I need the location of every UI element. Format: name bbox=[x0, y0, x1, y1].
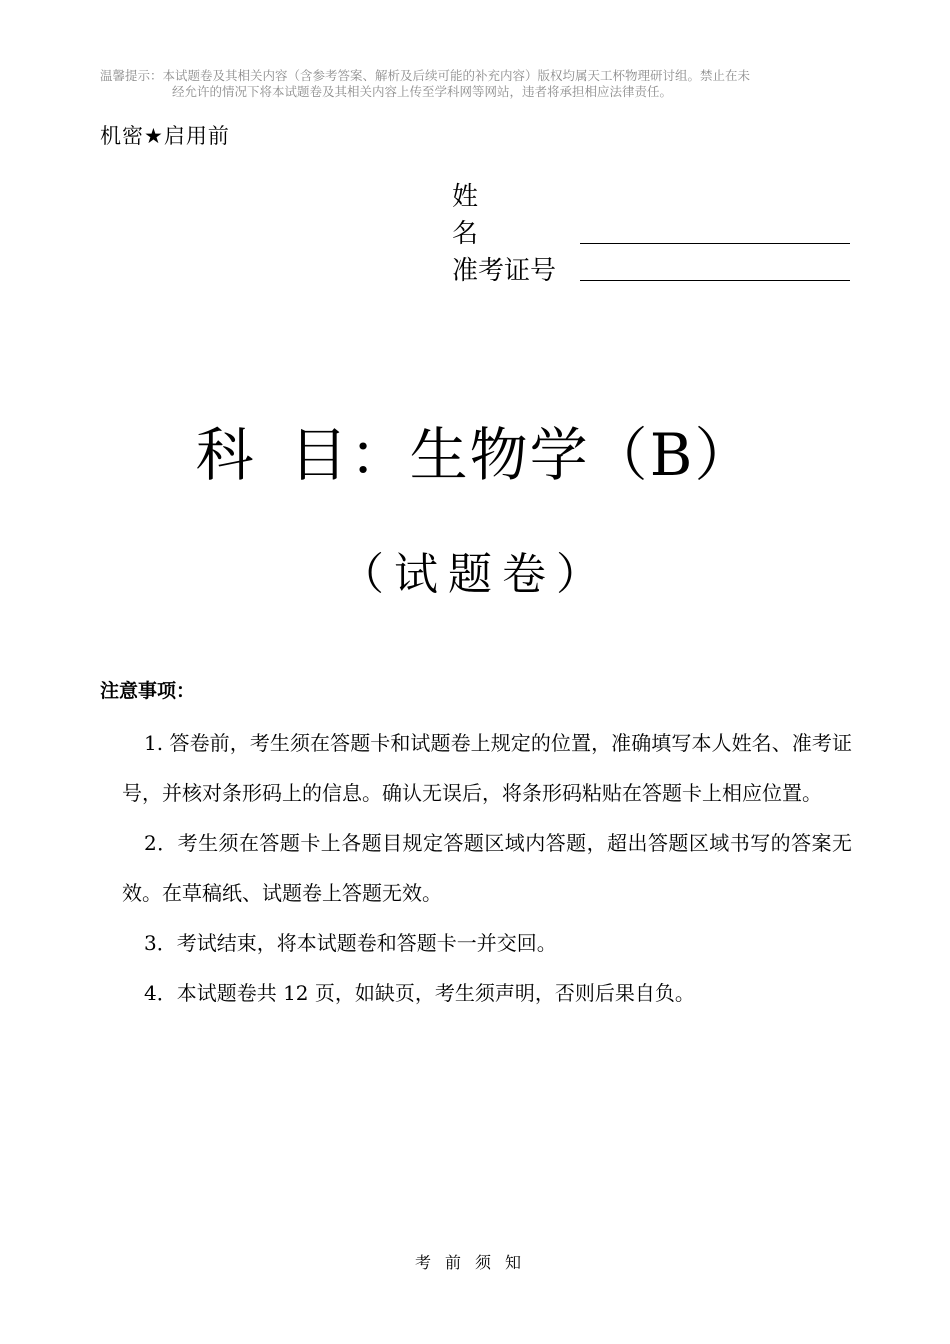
subject-title-part-1: 科 bbox=[195, 421, 256, 489]
ticket-number-field bbox=[452, 250, 850, 287]
ticket-number-blank-line[interactable] bbox=[580, 254, 850, 281]
confidential-label: 机密★启用前 bbox=[100, 124, 230, 148]
notes-item-4: 4．本试题卷共 12 页，如缺页，考生须声明，否则后果自负。 bbox=[144, 981, 695, 1005]
notes-list bbox=[122, 718, 852, 1018]
notes-item-1: 1. 答卷前，考生须在答题卡和试题卷上规定的位置，准确填写本人姓名、准考证号，并核对条形码上的信息。确认无误后，将条形码粘贴在答题卡上相应位置。 bbox=[122, 731, 852, 805]
subject-title bbox=[0, 408, 950, 492]
notes-item-3: 3．考试结束，将本试题卷和答题卡一并交回。 bbox=[144, 931, 557, 955]
subject-title-letter: B bbox=[649, 421, 695, 489]
copyright-notice bbox=[100, 68, 860, 100]
notes-heading: 注意事项： bbox=[100, 680, 196, 702]
copyright-notice-line-2: 经允许的情况下将本试题卷及其相关内容上传至学科网等网站，违者将承担相应法律责任。 bbox=[172, 84, 673, 99]
copyright-notice-line-1: 温馨提示：本试题卷及其相关内容（含参考答案、解析及后续可能的补充内容）版权均属天工杯物理研讨组。禁止在未 bbox=[100, 68, 751, 83]
notes-item-2: 2．考生须在答题卡上各题目规定答题区域内答题，超出答题区域书写的答案无效。在草稿纸、试题卷上答题无效。 bbox=[122, 831, 852, 905]
page-footer: 考前须知 bbox=[414, 1253, 535, 1272]
name-label: 姓名 bbox=[452, 182, 533, 249]
paper-type-title: （试题卷） bbox=[340, 549, 610, 600]
ticket-number-label: 准考证号 bbox=[452, 256, 557, 286]
subject-title-part-2: 目：生物学（ bbox=[289, 421, 650, 489]
name-blank-line[interactable] bbox=[580, 217, 850, 244]
name-field bbox=[452, 176, 850, 250]
subject-title-part-3: ） bbox=[694, 421, 755, 489]
